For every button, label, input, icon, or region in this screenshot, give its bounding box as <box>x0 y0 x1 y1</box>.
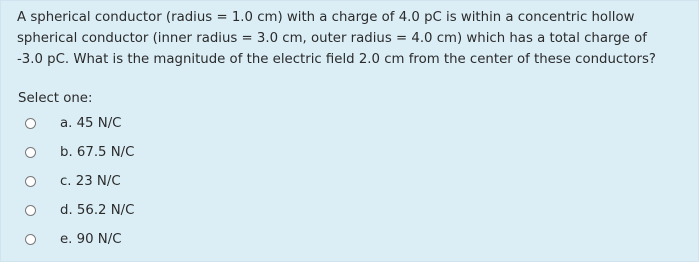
option-d[interactable] <box>1 196 401 225</box>
option-c-label[interactable]: c. 23 N/C <box>60 174 121 189</box>
radio-button-d[interactable] <box>25 205 36 216</box>
option-e-label[interactable]: e. 90 N/C <box>60 232 122 247</box>
question-line-3: -3.0 pC. What is the magnitude of the electric field 2.0 cm from the center of these conductors? <box>17 52 656 67</box>
question-line-1: A spherical conductor (radius = 1.0 cm) with a charge of 4.0 pC is within a concentric hollow <box>17 10 635 25</box>
radio-button-e[interactable] <box>25 234 36 245</box>
radio-button-b[interactable] <box>25 147 36 158</box>
option-e[interactable] <box>1 225 401 254</box>
option-b-label[interactable]: b. 67.5 N/C <box>60 145 135 160</box>
option-b[interactable] <box>1 138 401 167</box>
option-a[interactable] <box>1 109 401 138</box>
option-d-label[interactable]: d. 56.2 N/C <box>60 203 135 218</box>
option-a-label[interactable]: a. 45 N/C <box>60 116 122 131</box>
option-c[interactable] <box>1 167 401 196</box>
radio-button-c[interactable] <box>25 176 36 187</box>
question-text <box>17 7 697 70</box>
question-line-2: spherical conductor (inner radius = 3.0 cm, outer radius = 4.0 cm) which has a total charge of <box>17 31 647 46</box>
select-one-label: Select one: <box>18 91 93 106</box>
radio-button-a[interactable] <box>25 118 36 129</box>
